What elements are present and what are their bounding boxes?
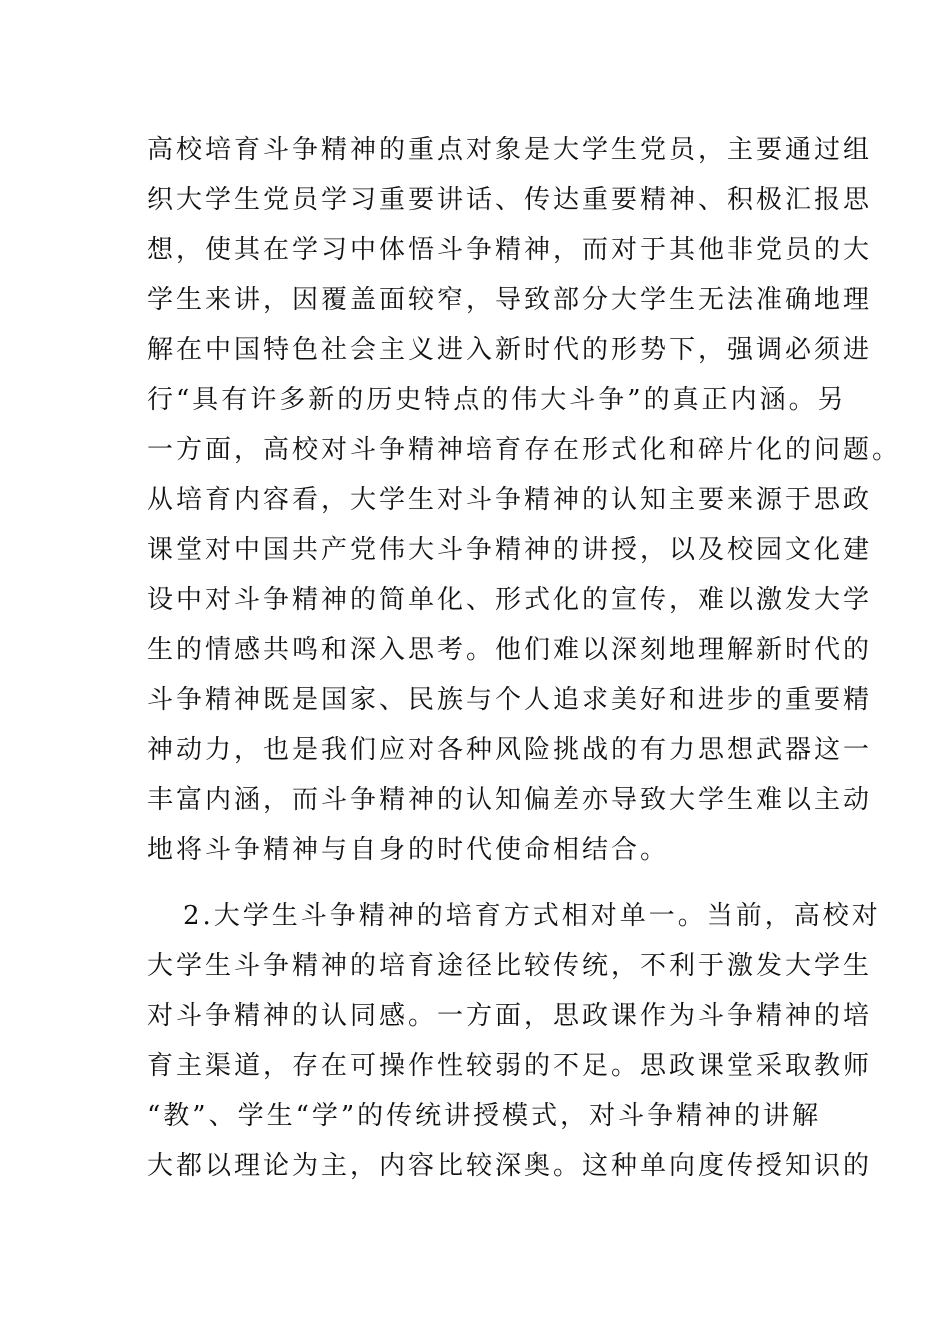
text-line: 织大学生党员学习重要讲话、传达重要精神、积极汇报思	[147, 185, 873, 215]
text-line: 大都以理论为主，内容比较深奥。这种单向度传授知识的	[147, 1151, 873, 1181]
text-line: 神动力，也是我们应对各种风险挑战的有力思想武器这一	[147, 735, 873, 765]
paragraph-gap	[147, 875, 807, 891]
paragraph-2	[147, 891, 881, 1191]
text-line: 高校培育斗争精神的重点对象是大学生党员，主要通过组	[147, 135, 873, 165]
text-line: 育主渠道，存在可操作性较弱的不足。思政课堂采取教师	[147, 1051, 873, 1081]
text-line: “教”、学生“学”的传统讲授模式，对斗争精神的讲解	[147, 1101, 822, 1131]
text-line: 斗争精神既是国家、民族与个人追求美好和进步的重要精	[147, 685, 873, 715]
text-line: 行“具有许多新的历史特点的伟大斗争”的真正内涵。另	[147, 385, 847, 415]
text-line: 生的情感共鸣和深入思考。他们难以深刻地理解新时代的	[147, 635, 873, 665]
text-line: 丰富内涵，而斗争精神的认知偏差亦导致大学生难以主动	[147, 785, 873, 815]
text-line: 从培育内容看，大学生对斗争精神的认知主要来源于思政	[147, 485, 873, 515]
text-line: 大学生斗争精神的培育途径比较传统，不利于激发大学生	[147, 951, 873, 981]
text-line: 一方面，高校对斗争精神培育存在形式化和碎片化的问题。	[147, 435, 902, 465]
paragraph-1	[147, 125, 902, 875]
text-line: 对斗争精神的认同感。一方面，思政课作为斗争精神的培	[147, 1001, 873, 1031]
text-line: 课堂对中国共产党伟大斗争精神的讲授，以及校园文化建	[147, 535, 873, 565]
text-line: 解在中国特色社会主义进入新时代的形势下，强调必须进	[147, 335, 873, 365]
text-line: 2.大学生斗争精神的培育方式相对单一。当前，高校对	[183, 901, 881, 931]
text-line: 想，使其在学习中体悟斗争精神，而对于其他非党员的大	[147, 235, 873, 265]
text-line: 地将斗争精神与自身的时代使命相结合。	[147, 835, 670, 865]
body-text	[147, 125, 902, 1191]
text-line: 学生来讲，因覆盖面较窄，导致部分大学生无法准确地理	[147, 285, 873, 315]
text-line: 设中对斗争精神的简单化、形式化的宣传，难以激发大学	[147, 585, 873, 615]
